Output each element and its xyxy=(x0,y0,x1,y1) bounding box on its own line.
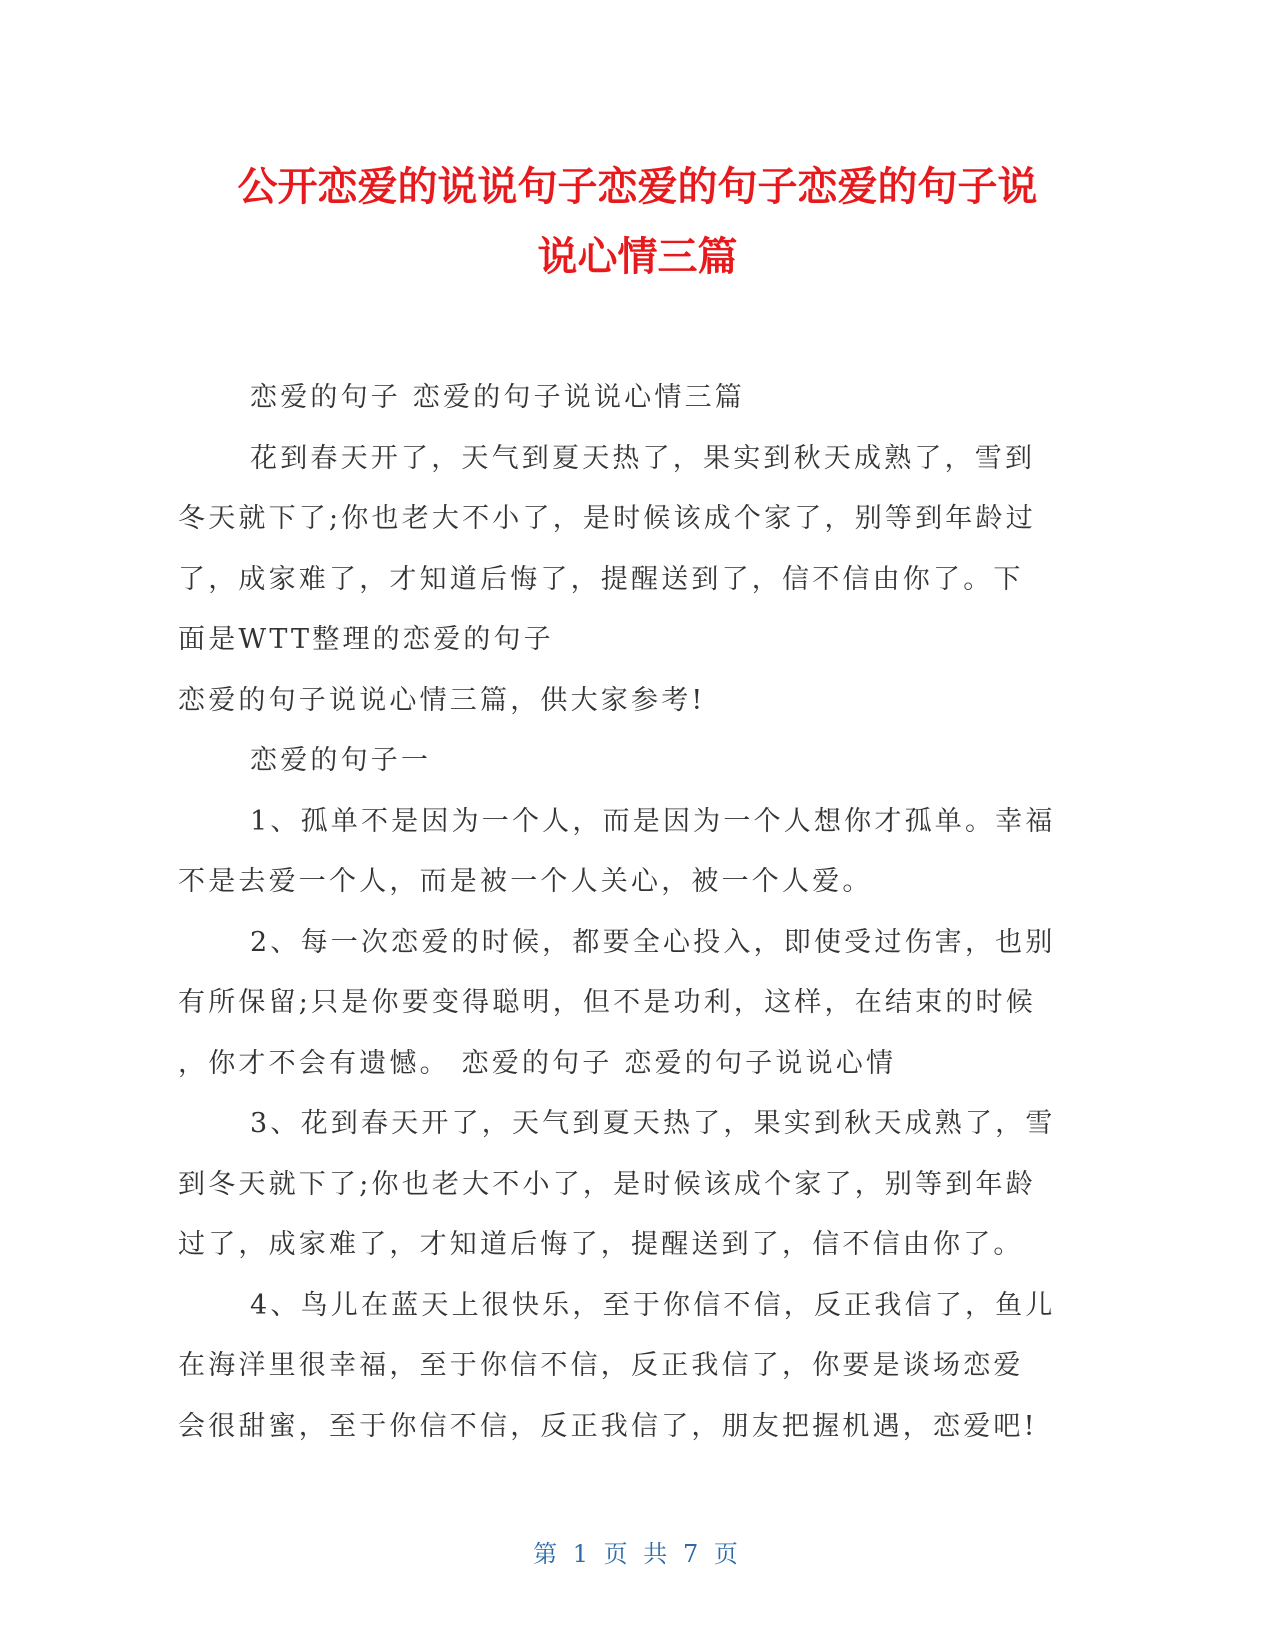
intro-paragraph-line: 花到春天开了，天气到夏天热了，果实到秋天成熟了，雪到 xyxy=(250,442,1036,474)
title-line-1: 公开恋爱的说说句子恋爱的句子恋爱的句子说 xyxy=(237,164,1038,210)
list-item-line: 有所保留;只是你要变得聪明，但不是功利，这样，在结束的时候 xyxy=(178,987,1036,1018)
list-item-line: 过了，成家难了，才知道后悔了，提醒送到了，信不信由你了。 xyxy=(178,1229,1024,1260)
title-line-2: 说心情三篇 xyxy=(537,234,738,280)
subtitle-line: 恋爱的句子 恋爱的句子说说心情三篇 xyxy=(250,382,745,413)
list-item-line: 4、鸟儿在蓝天上很快乐，至于你信不信，反正我信了，鱼儿 xyxy=(250,1289,1056,1321)
list-item-line: 到冬天就下了;你也老大不小了，是时候该成个家了，别等到年龄 xyxy=(178,1168,1036,1200)
list-item-line: 在海洋里很幸福，至于你信不信，反正我信了，你要是谈场恋爱 xyxy=(178,1350,1024,1381)
intro-paragraph-line: 了，成家难了，才知道后悔了，提醒送到了，信不信由你了。下 xyxy=(178,563,1024,595)
intro-paragraph-line: 恋爱的句子说说心情三篇，供大家参考! xyxy=(178,684,706,716)
list-item-line: 1、孤单不是因为一个人，而是因为一个人想你才孤单。幸福 xyxy=(250,805,1056,837)
intro-paragraph-line: 面是WTT整理的恋爱的句子 xyxy=(178,624,554,655)
document-body xyxy=(178,368,1080,1457)
list-item-line: 不是去爱一个人，而是被一个人关心，被一个人爱。 xyxy=(178,866,873,897)
document-title xyxy=(180,152,1095,292)
list-item-line: 会很甜蜜，至于你信不信，反正我信了，朋友把握机遇，恋爱吧! xyxy=(178,1410,1038,1442)
page-number-footer: 第 1 页 共 7 页 xyxy=(533,1540,742,1568)
list-item-line: ，你才不会有遗憾。 恋爱的句子 恋爱的句子说说心情 xyxy=(178,1047,897,1079)
section-heading: 恋爱的句子一 xyxy=(250,745,432,776)
list-item-line: 3、花到春天开了，天气到夏天热了，果实到秋天成熟了，雪 xyxy=(250,1108,1056,1139)
intro-paragraph-line: 冬天就下了;你也老大不小了，是时候该成个家了，别等到年龄过 xyxy=(178,503,1036,534)
list-item-line: 2、每一次恋爱的时候，都要全心投入，即使受过伤害，也别 xyxy=(250,926,1056,958)
